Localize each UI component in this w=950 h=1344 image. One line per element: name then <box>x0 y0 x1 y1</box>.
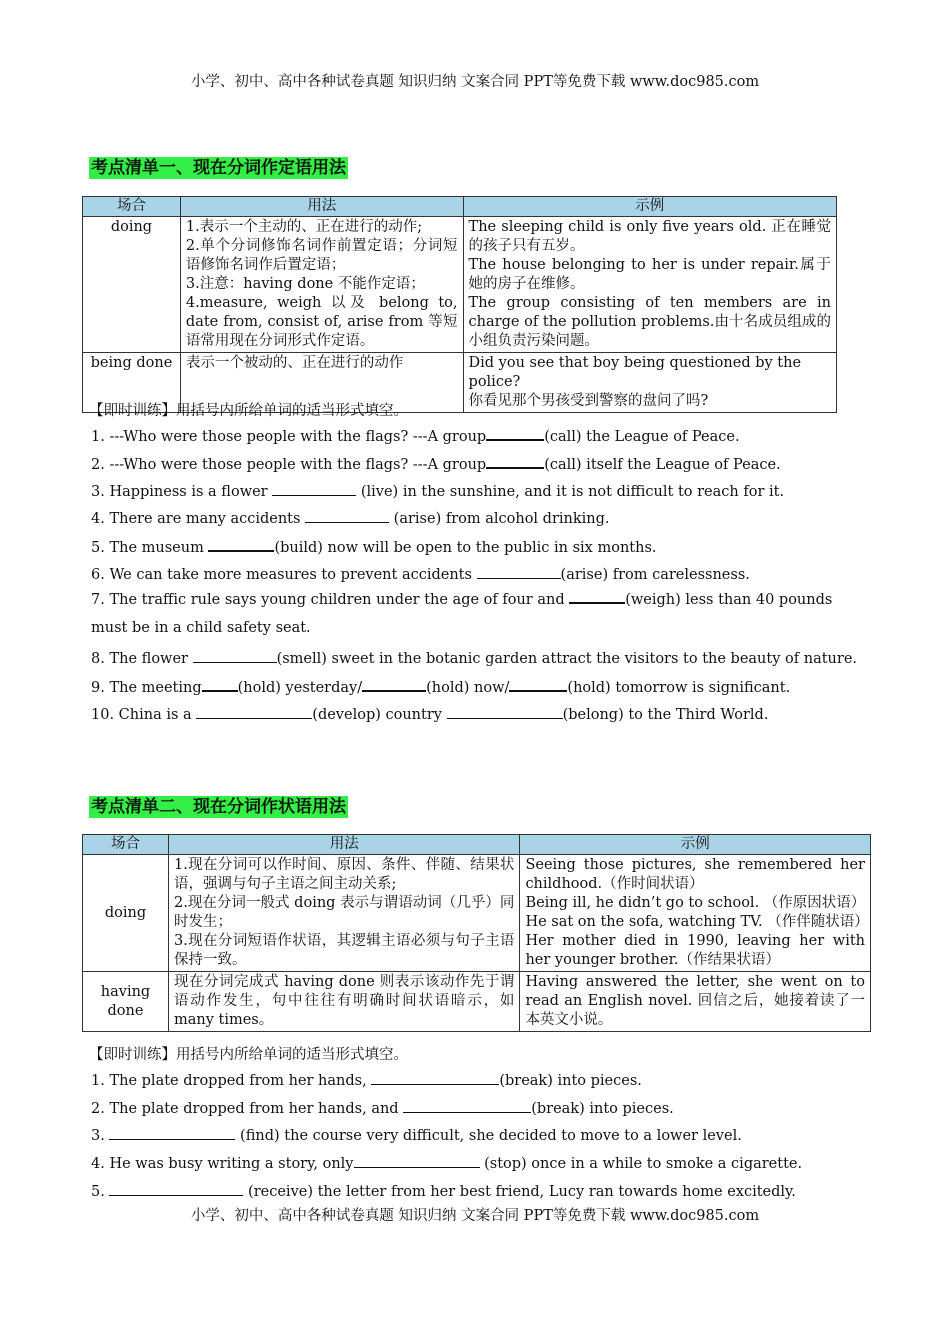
question-6: 6. We can take more measures to prevent accidents (arise) from carelessness. <box>91 564 750 583</box>
answer-blank[interactable] <box>109 1181 243 1196</box>
drill-title: 【即时训练】用括号内所给单词的适当形式填空。 <box>89 403 408 419</box>
example-line: The sleeping child is only five years old. 正在睡觉的孩子只有五岁。 <box>468 219 831 254</box>
answer-blank[interactable] <box>569 588 625 604</box>
question-2-5: 5. (receive) the letter from her best friend, Lucy ran towards home excitedly. <box>91 1181 796 1200</box>
example-cell <box>463 353 836 413</box>
usage-line: 4.measure, weigh 以及 belong to, date from, consist of, arise from 等短语常用现在分词形式作定语。 <box>185 295 458 349</box>
usage-line: 1.现在分词可以作时间、原因、条件、伴随、结果状语，强调与句子主语之间主动关系; <box>173 857 515 892</box>
section1-title: 考点清单一、现在分词作定语用法 <box>91 158 346 178</box>
usage-cell: 现在分词完成式 having done 则表示该动作先于谓语动作发生，句中往往有明确时间状语暗示，如 many times。 <box>168 972 519 1032</box>
header-example: 示例 <box>463 197 836 217</box>
question-1: 1. ---Who were those people with the flags? ---A group (call) the League of Peace. <box>91 425 740 445</box>
header-occasion: 场合 <box>83 835 169 855</box>
header-occasion: 场合 <box>83 197 181 217</box>
answer-blank[interactable] <box>109 1125 235 1140</box>
example-line: The house belonging to her is under repair.属于她的房子在维修。 <box>468 257 831 292</box>
answer-blank[interactable] <box>208 536 274 552</box>
section2-table <box>82 834 871 1032</box>
question-5: 5. The museum (build) now will be open to the public in six months. <box>91 536 657 556</box>
page-header: 小学、初中、高中各种试卷真题 知识归纳 文案合同 PPT等免费下载 www.doc985.com <box>190 74 760 90</box>
usage-cell <box>180 217 463 353</box>
example-line: 你看见那个男孩受到警察的盘问了吗? <box>468 393 709 409</box>
example-line: He sat on the sofa, watching TV. （作伴随状语） <box>525 914 869 930</box>
example-line: Seeing those pictures, she remembered her childhood.（作时间状语） <box>525 857 865 892</box>
question-3: 3. Happiness is a flower (live) in the sunshine, and it is not difficult to reach for it. <box>91 481 784 500</box>
example-cell <box>520 855 871 972</box>
usage-line: 1.表示一个主动的、正在进行的动作; <box>185 219 423 235</box>
question-8: 8. The flower (smell) sweet in the botanic garden attract the visitors to the beauty of nature. <box>91 648 857 667</box>
answer-blank[interactable] <box>447 704 563 719</box>
question-2-4: 4. He was busy writing a story, only (stop) once in a while to smoke a cigarette. <box>91 1153 802 1172</box>
usage-line: 3.现在分词短语作状语，其逻辑主语必须与句子主语保持一致。 <box>173 933 515 968</box>
answer-blank[interactable] <box>193 648 277 663</box>
example-line: Being ill, he didn’t go to school. （作原因状语） <box>525 895 866 911</box>
header-example: 示例 <box>520 835 871 855</box>
answer-blank[interactable] <box>354 1153 480 1168</box>
answer-blank[interactable] <box>196 704 312 719</box>
usage-cell: 表示一个被动的、正在进行的动作 <box>180 353 463 413</box>
occasion-cell: being done <box>83 353 181 413</box>
question-4: 4. There are many accidents (arise) from alcohol drinking. <box>91 508 610 527</box>
occasion-cell: doing <box>83 855 169 972</box>
occasion-cell: having done <box>83 972 169 1032</box>
answer-blank[interactable] <box>202 676 238 692</box>
question-10: 10. China is a (develop) country (belong) to the Third World. <box>91 704 768 723</box>
answer-blank[interactable] <box>477 564 561 579</box>
answer-blank[interactable] <box>486 425 544 441</box>
header-usage: 用法 <box>168 835 519 855</box>
usage-line: 2.现在分词一般式 doing 表示与谓语动词（几乎）同时发生； <box>173 895 515 930</box>
example-line: Did you see that boy being questioned by the police? <box>468 355 802 390</box>
table-row <box>83 972 871 1032</box>
answer-blank[interactable] <box>509 676 567 692</box>
answer-blank[interactable] <box>305 508 389 523</box>
example-cell: Having answered the letter, she went on to read an English novel. 回信之后，她接着读了一本英文小说。 <box>520 972 871 1032</box>
question-2-2: 2. The plate dropped from her hands, and (break) into pieces. <box>91 1098 674 1117</box>
question-2-1: 1. The plate dropped from her hands, (break) into pieces. <box>91 1070 642 1089</box>
question-7: 7. The traffic rule says young children under the age of four and (weigh) less than 40 pounds must be in a child safety seat. <box>91 586 866 642</box>
table-row <box>83 855 871 972</box>
page-footer: 小学、初中、高中各种试卷真题 知识归纳 文案合同 PPT等免费下载 www.doc985.com <box>190 1208 760 1224</box>
answer-blank[interactable] <box>272 481 356 496</box>
question-2: 2. ---Who were those people with the flags? ---A group (call) itself the League of Peace. <box>91 453 781 473</box>
table-header-row <box>83 835 871 855</box>
example-cell <box>463 217 836 353</box>
usage-cell <box>168 855 519 972</box>
table-header-row <box>83 197 837 217</box>
question-9: 9. The meeting (hold) yesterday/ (hold) now/ (hold) tomorrow is significant. <box>91 676 790 696</box>
answer-blank[interactable] <box>403 1098 531 1113</box>
example-line: Her mother died in 1990, leaving her with her younger brother.（作结果状语） <box>525 933 865 968</box>
usage-line: 2.单个分词修饰名词作前置定语；分词短语修饰名词作后置定语； <box>185 238 458 273</box>
usage-line: 3.注意：having done 不能作定语； <box>185 276 425 292</box>
question-2-3: 3. (find) the course very difficult, she decided to move to a lower level. <box>91 1125 742 1144</box>
answer-blank[interactable] <box>371 1070 499 1085</box>
occasion-cell: doing <box>83 217 181 353</box>
answer-blank[interactable] <box>362 676 426 692</box>
section2-title: 考点清单二、现在分词作状语用法 <box>91 797 346 817</box>
table-row <box>83 217 837 353</box>
header-usage: 用法 <box>180 197 463 217</box>
answer-blank[interactable] <box>486 453 544 469</box>
drill-title-2: 【即时训练】用括号内所给单词的适当形式填空。 <box>89 1047 408 1063</box>
section1-table <box>82 196 837 413</box>
example-line: The group consisting of ten members are in charge of the pollution problems.由十名成员组成的小组负责污染问题。 <box>468 295 831 349</box>
